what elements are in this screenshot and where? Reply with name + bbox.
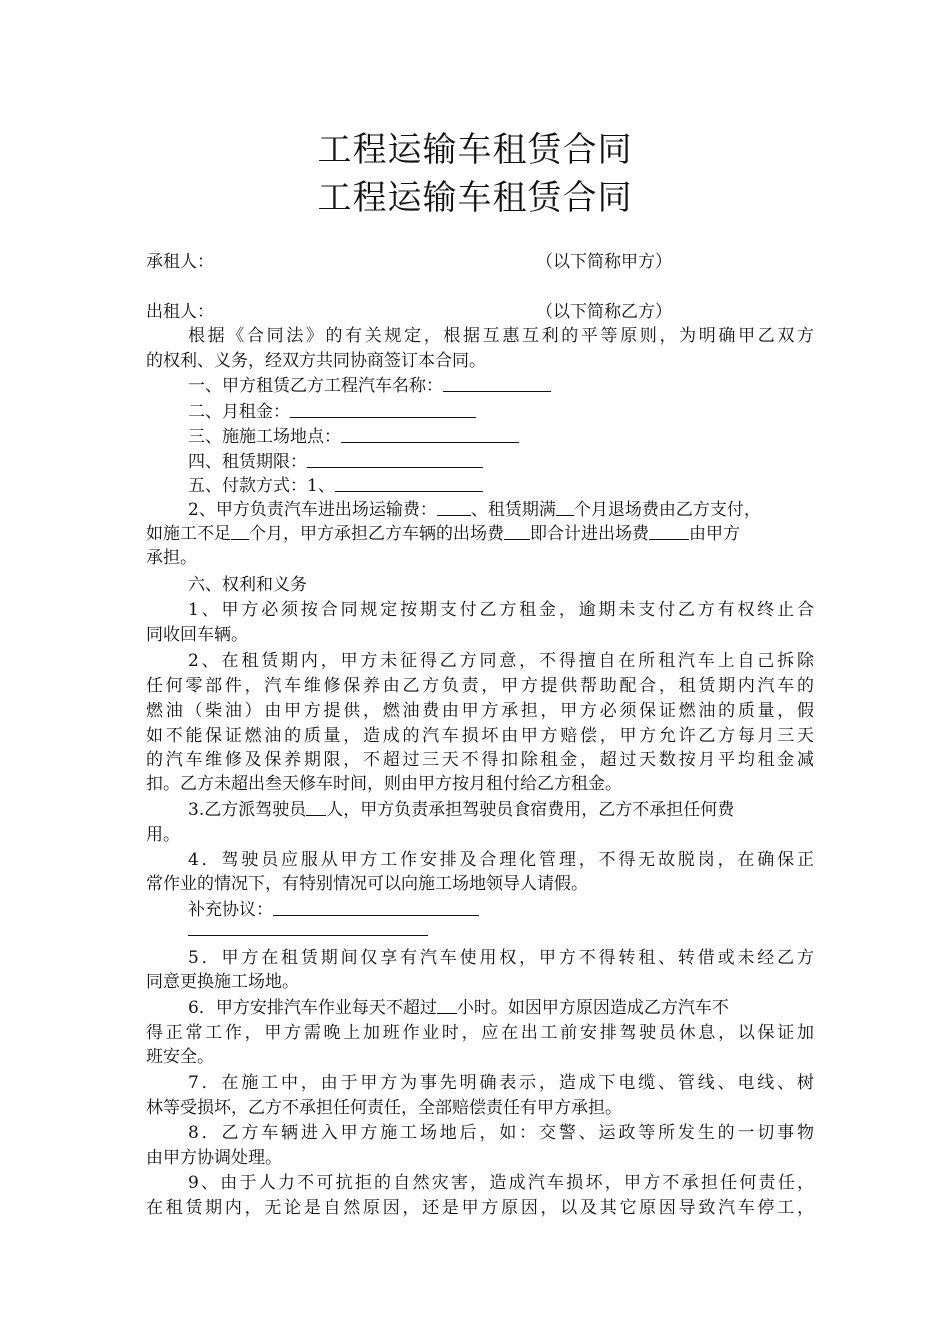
transport-fee-text-d: 如施工不足 [146,524,231,544]
rights-2-line-4: 如不能保证燃油的质量，造成的汽车损坏由甲方赔偿，甲方允许乙方每月三天 [146,726,814,746]
total-fee-blank [649,522,689,540]
rights-3-line-2: 用。 [146,825,180,845]
transport-fee-line-1 [188,498,814,522]
document-title-repeat: 工程运输车租赁合同 [317,178,633,218]
hours-blank [437,996,457,1014]
rights-2-line-6: 扣。乙方未超出叁天修车时间，则由甲方按月租付给乙方租金。 [146,774,622,794]
clause-5 [188,474,814,498]
lessee-label: 承租人： [146,252,214,272]
rights-6-line-2: 得正常工作，甲方需晚上加班作业时，应在出工前安排驾驶员休息，以保证加 [146,1023,814,1043]
rights-1-line-2: 同收回车辆。 [146,625,248,645]
payment-method-blank [335,474,483,492]
clause-2-text: 二、月租金： [188,402,290,422]
vehicle-name-blank [443,374,551,392]
rights-1-line-1: 1、甲方必须按合同规定按期支付乙方租金，逾期未支付乙方有权终止合 [188,600,814,620]
rights-8-line-1: 8．乙方车辆进入甲方施工场地后，如：交警、运政等所发生的一切事物 [188,1123,814,1143]
document-title: 工程运输车租赁合同 [317,130,633,170]
lease-term-blank [307,450,483,468]
clause-4-text: 四、租赁期限： [188,452,307,472]
rights-2-line-2: 任何零部件，汽车维修保养由乙方负责，甲方提供帮助配合，租赁期内汽车的 [146,676,814,696]
clause-1 [188,374,814,398]
supplementary-blank-line-2 [188,935,428,936]
rights-5-line-2: 同意更换施工场地。 [146,972,299,992]
lessor-line [146,300,814,324]
rights-6-text-b: 小时。如因甲方原因造成乙方汽车不 [456,998,729,1018]
rights-4-line-2: 常作业的情况下，有特别情况可以向施工场地领导人请假。 [146,874,588,894]
transport-fee-text-a: 2、甲方负责汽车进出场运输费： [188,500,437,520]
lessee-line [146,250,814,274]
rights-3-line-1 [188,798,814,822]
transport-fee-line-2 [146,522,814,546]
transport-fee-text-c: 个月退场费由乙方支付， [573,500,761,520]
site-location-blank [341,425,519,443]
clause-4 [188,450,814,474]
transport-fee-text-g: 由甲方 [689,524,740,544]
rights-6-text-a: 6．甲方安排汽车作业每天不超过 [188,998,437,1018]
rights-6-line-3: 班安全。 [146,1047,214,1067]
supplementary-line [188,898,814,922]
exit-fee-blank [504,522,530,540]
lessor-label: 出租人： [146,302,214,322]
clause-6-heading: 六、权利和义务 [188,575,307,595]
lessor-abbreviation: （以下简称乙方） [536,302,672,322]
supplementary-label: 补充协议： [188,900,273,920]
lessee-abbreviation: （以下简称甲方） [536,252,672,272]
rights-7-line-1: 7．在施工中，由于甲方为事先明确表示，造成下电缆、管线、电线、树 [188,1073,814,1093]
rights-6-line-1 [188,996,814,1020]
supplementary-blank [273,898,479,916]
rights-5-line-1: 5．甲方在租赁期间仅享有汽车使用权，甲方不得转租、转借或未经乙方 [188,948,814,968]
clause-5-text: 五、付款方式：1、 [188,476,335,496]
preamble-line-2: 的权利、义务，经双方共同协商签订本合同。 [146,351,486,371]
driver-count-blank [306,798,326,816]
clause-3 [188,425,814,449]
monthly-rent-blank [290,400,476,418]
rights-3-text-a: 3.乙方派驾驶员 [188,800,307,820]
rights-9-line-1: 9、由于人力不可抗拒的自然灾害，造成汽车损坏，甲方不承担任何责任， [188,1173,814,1193]
rights-4-line-1: 4．驾驶员应服从甲方工作安排及合理化管理，不得无故脱岗，在确保正 [188,850,814,870]
rights-9-line-2: 在租赁期内，无论是自然原因，还是甲方原因，以及其它原因导致汽车停工， [146,1198,814,1218]
rights-7-line-2: 林等受损坏，乙方不承担任何责任，全部赔偿责任有甲方承担。 [146,1098,622,1118]
preamble-line-1: 根据《合同法》的有关规定，根据互惠互利的平等原则，为明确甲乙双方 [188,326,814,346]
clause-2 [188,400,814,424]
rights-3-text-b: 人，甲方负责承担驾驶员食宿费用，乙方不承担任何费 [326,800,735,820]
transport-fee-blank [437,498,471,516]
transport-fee-text-f: 即合计进出场费 [530,524,649,544]
transport-fee-text-b: 、租赁期满 [470,500,556,520]
clause-1-text: 一、甲方租赁乙方工程汽车名称： [188,376,443,396]
transport-fee-line-3: 承担。 [146,548,197,568]
clause-3-text: 三、施施工场地点： [188,427,341,447]
months-blank [556,498,574,516]
rights-8-line-2: 由甲方协调处理。 [146,1148,282,1168]
rights-2-line-3: 燃油（柴油）由甲方提供，燃油费由甲方承担，甲方必须保证燃油的质量，假 [146,701,814,721]
rights-2-line-5: 的汽车维修及保养期限，不超过三天不得扣除租金，超过天数按月平均租金减 [146,750,814,770]
rights-2-line-1: 2、在租赁期内，甲方未征得乙方同意，不得擅自在所租汽车上自己拆除 [188,651,814,671]
transport-fee-text-e: 个月，甲方承担乙方车辆的出场费 [249,524,504,544]
short-months-blank [231,522,249,540]
